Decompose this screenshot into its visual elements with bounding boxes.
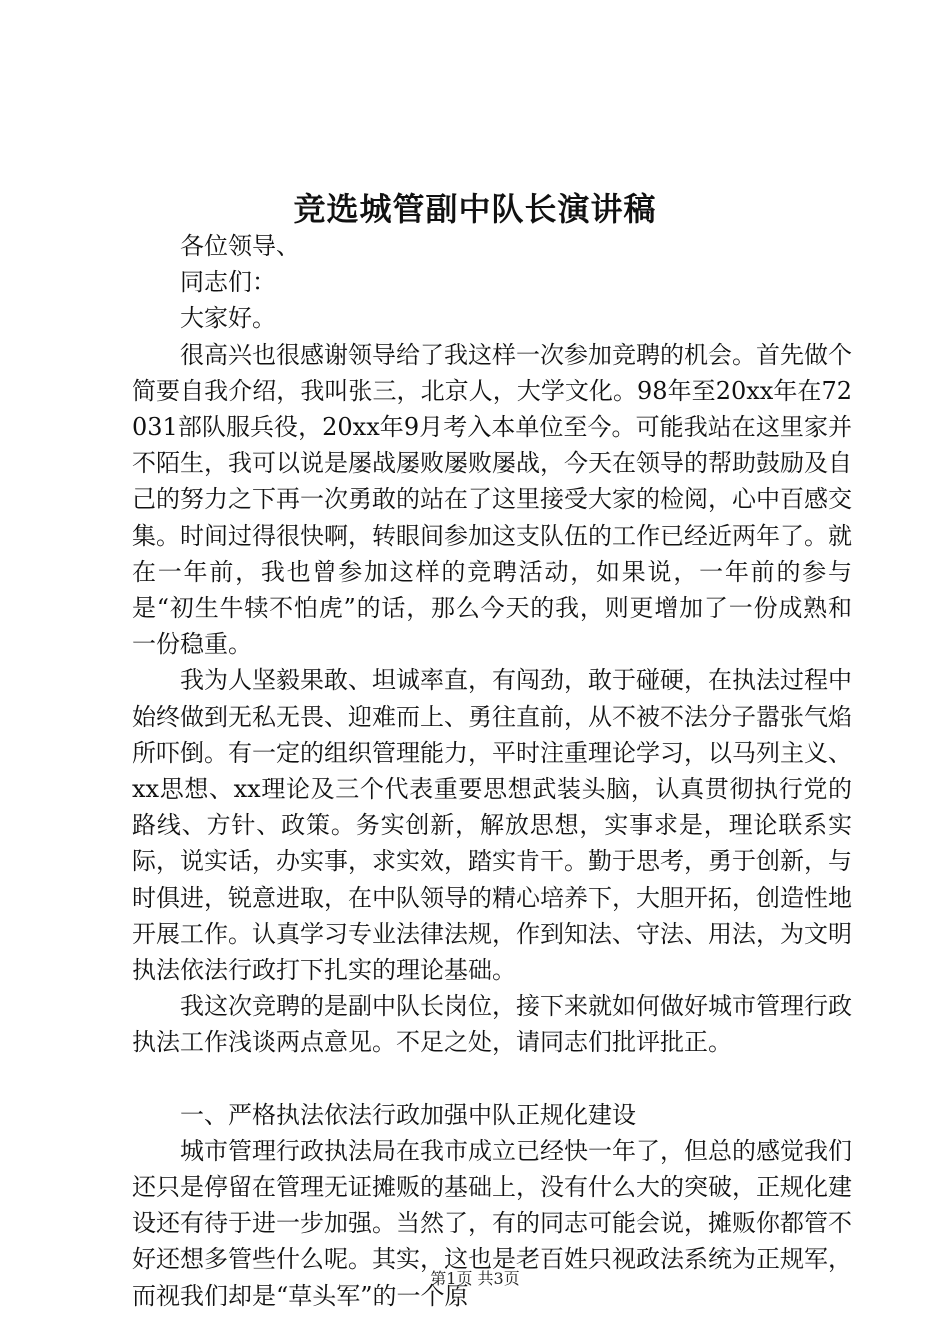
- greeting-line: 各位领导、: [180, 232, 300, 260]
- body-paragraph: 很高兴也很感谢领导给了我这样一次参加竞聘的机会。首先做个简要自我介绍，我叫张三，北京人，大学文化。98年至20xx年在72031部队服兵役，20xx年9月考入本单位至今。可能我站在这里家并不陌生，我可以说是屡战屡败屡败屡战，今天在领导的帮助鼓励及自己的努力之下再一次勇敢的站在了这里接受大家的检阅，心中百感交集。时间过得很快啊，转眼间参加这支队伍的工作已经近两年了。就在一年前，我也曾参加这样的竞聘活动，如果说，一年前的参与是“初生牛犊不怕虎”的话，那么今天的我，则更增加了一份成熟和一份稳重。: [132, 340, 852, 659]
- document-body: [132, 228, 852, 1314]
- body-paragraph: 我这次竞聘的是副中队长岗位，接下来就如何做好城市管理行政执法工作浅谈两点意见。不足之处，请同志们批评批正。: [132, 992, 852, 1057]
- body-paragraph: 我为人坚毅果敢、坦诚率直，有闯劲，敢于碰硬，在执法过程中始终做到无私无畏、迎难而上、勇往直前，从不被不法分子嚣张气焰所吓倒。有一定的组织管理能力，平时注重理论学习，以马列主义、xx思想、xx理论及三个代表重要思想武装头脑，认真贯彻执行党的路线、方针、政策。务实创新，解放思想，实事求是，理论联系实际，说实话，办实事，求实效，踏实肯干。勤于思考，勇于创新，与时俱进，锐意进取，在中队领导的精心培养下，大胆开拓，创造性地开展工作。认真学习专业法律法规，作到知法、守法、用法，为文明执法依法行政打下扎实的理论基础。: [132, 666, 852, 985]
- greeting-line: 同志们：: [180, 268, 276, 297]
- document-title: 竞选城管副中队长演讲稿: [293, 190, 657, 228]
- section-heading: 一、严格执法依法行政加强中队正规化建设: [180, 1100, 636, 1129]
- page-footer: 第1页 共3页: [430, 1269, 520, 1288]
- body-paragraph: 城市管理行政执法局在我市成立已经快一年了，但总的感觉我们还只是停留在管理无证摊贩的基础上，没有什么大的突破，正规化建设还有待于进一步加强。当然了，有的同志可能会说，摊贩你都管不好还想多管些什么呢。其实，这也是老百姓只视政法系统为正规军，而视我们却是“草头军”的一个原: [132, 1136, 852, 1310]
- greeting-line: 大家好。: [180, 304, 276, 333]
